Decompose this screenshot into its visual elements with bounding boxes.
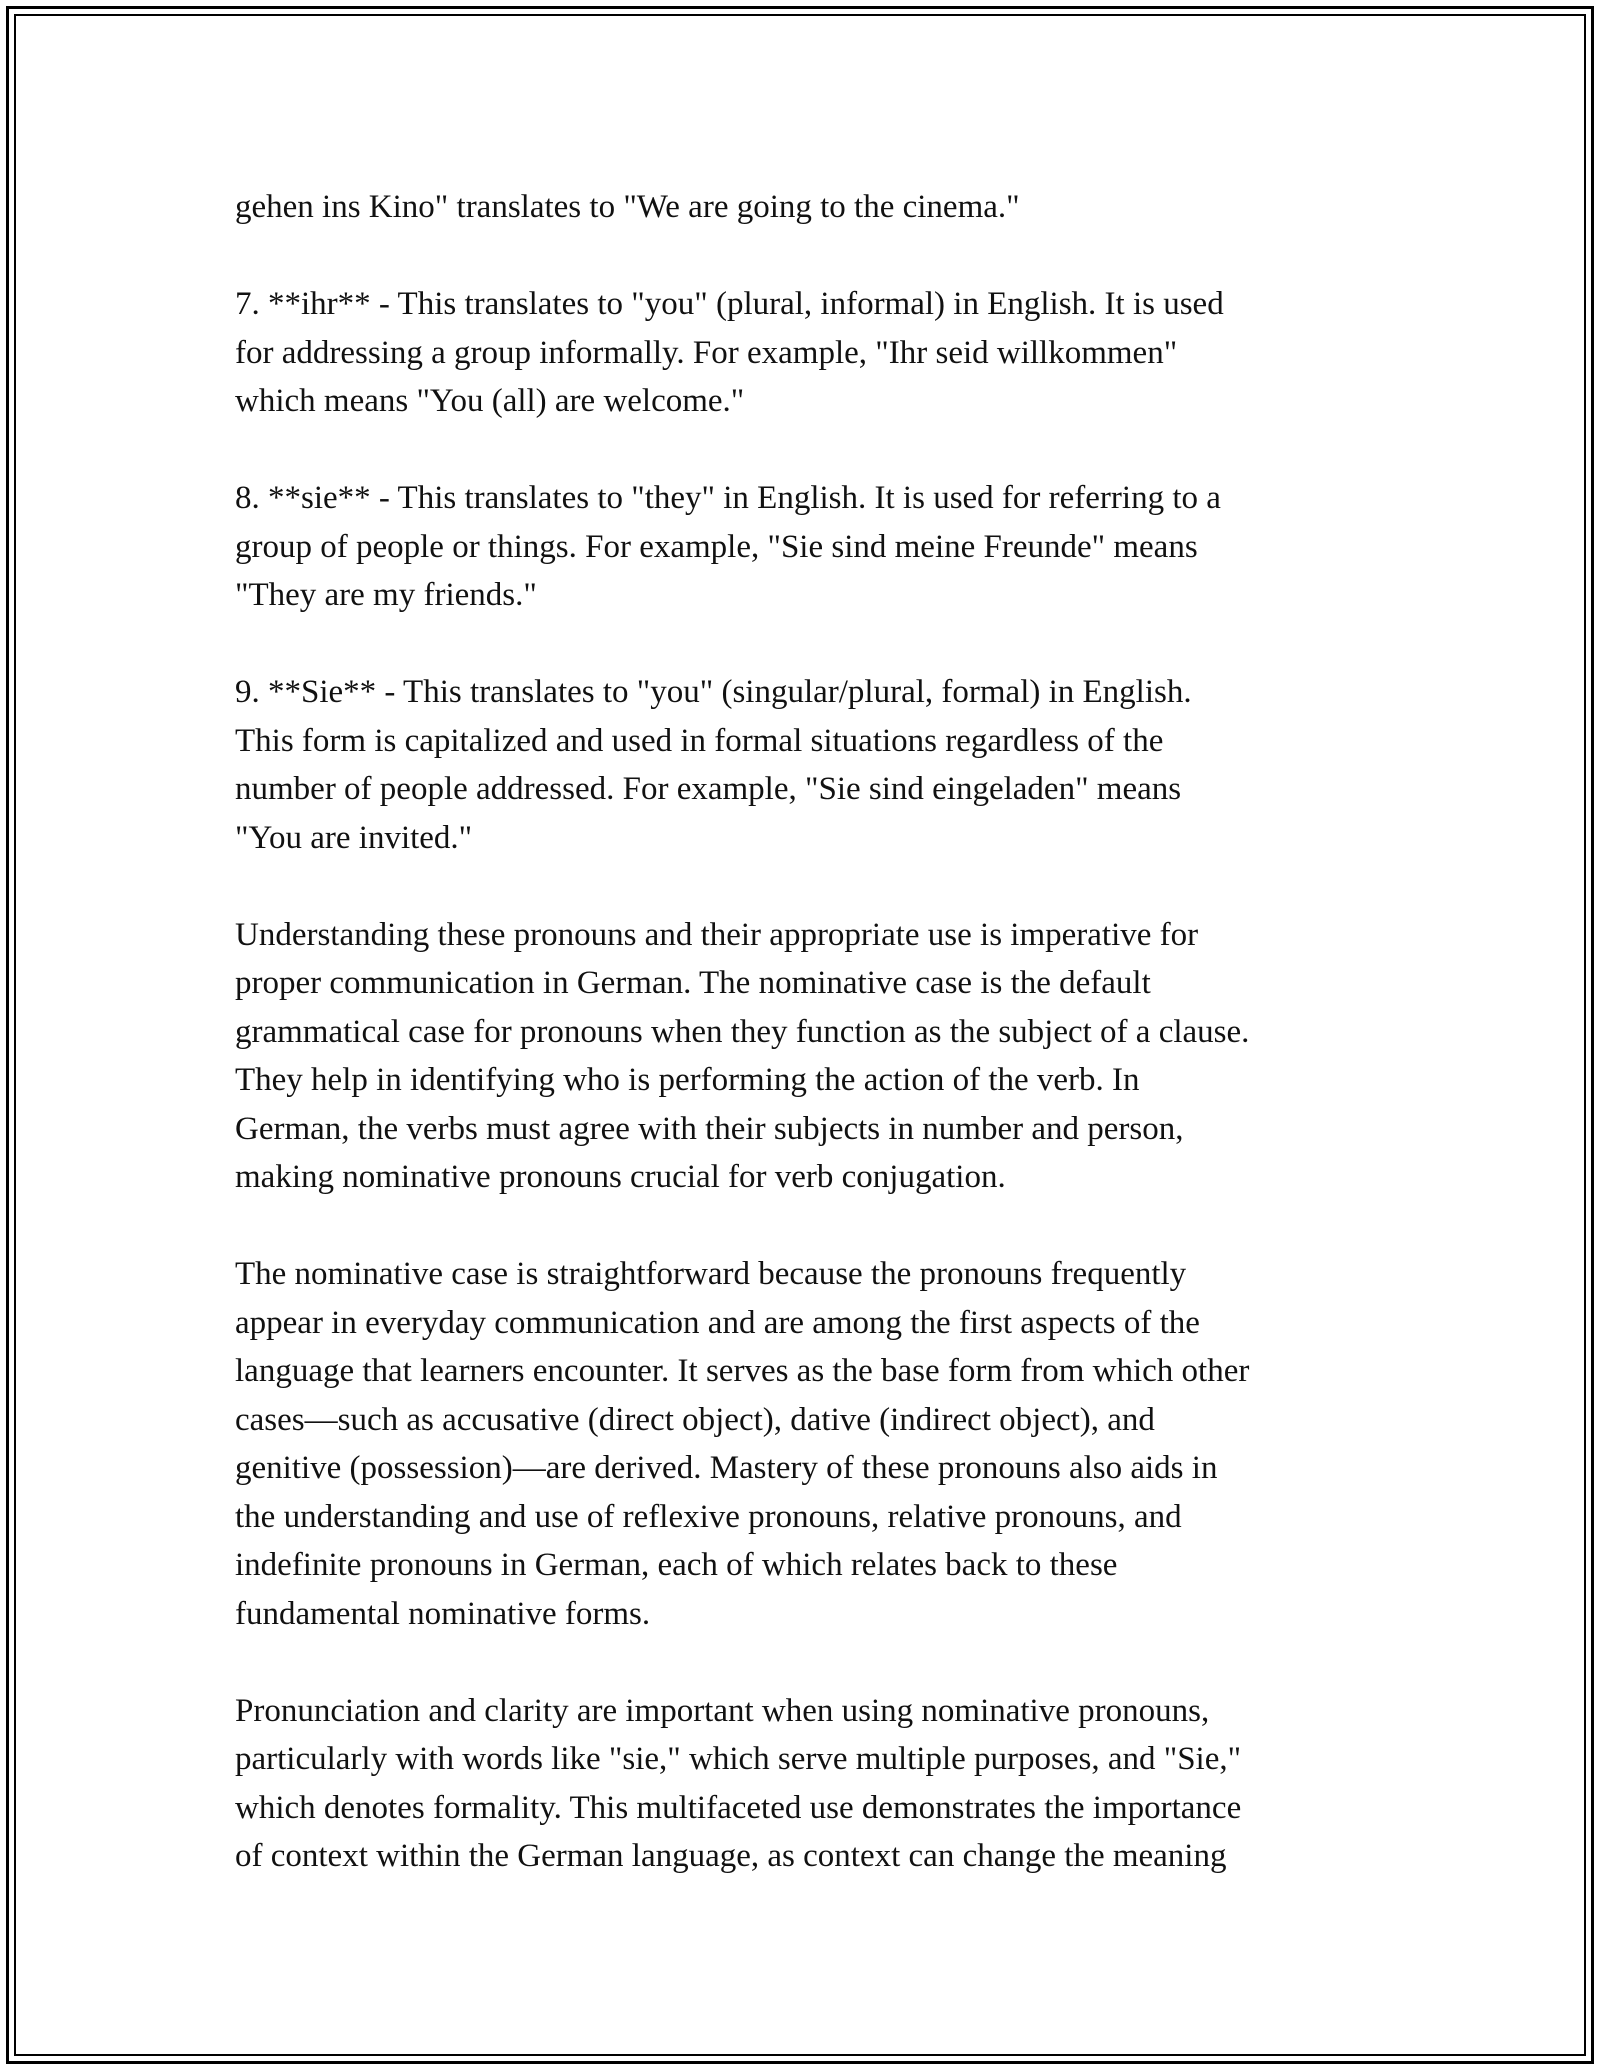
text-line: Understanding these pronouns and their appropriate use is imperative for	[235, 916, 1199, 953]
paragraph-continuation	[235, 183, 1375, 232]
paragraph-item-9-sie-formal	[235, 668, 1375, 862]
text-line: fundamental nominative forms.	[235, 1595, 651, 1632]
text-line: number of people addressed. For example, "Sie sind eingeladen" means	[235, 771, 1182, 807]
paragraph-item-7-ihr	[235, 280, 1375, 426]
text-line: German, the verbs must agree with their subjects in number and person,	[235, 1110, 1184, 1147]
paragraph-gap	[235, 620, 1375, 669]
text-line: the understanding and use of reflexive pronouns, relative pronouns, and	[235, 1498, 1182, 1535]
text-line: appear in everyday communication and are among the first aspects of the	[235, 1304, 1200, 1341]
text-line: Pronunciation and clarity are important when using nominative pronouns,	[235, 1692, 1210, 1729]
text-line: indefinite pronouns in German, each of which relates back to these	[235, 1547, 1118, 1583]
text-line: for addressing a group informally. For example, "Ihr seid willkommen"	[235, 334, 1178, 371]
paragraph-gap	[235, 426, 1375, 475]
paragraph-nominative-case	[235, 1250, 1375, 1638]
text-line: The nominative case is straightforward because the pronouns frequently	[235, 1256, 1187, 1292]
text-line: They help in identifying who is performing the action of the verb. In	[235, 1062, 1140, 1098]
document-body	[235, 183, 1375, 1881]
text-line: making nominative pronouns crucial for verb conjugation.	[235, 1159, 1006, 1195]
paragraph-pronunciation	[235, 1687, 1375, 1881]
text-line: This form is capitalized and used in formal situations regardless of the	[235, 722, 1164, 759]
paragraph-gap	[235, 232, 1375, 281]
paragraph-understanding	[235, 911, 1375, 1202]
text-line: of context within the German language, as context can change the meaning	[235, 1838, 1227, 1874]
text-line: proper communication in German. The nominative case is the default	[235, 965, 1151, 1001]
text-line: which denotes formality. This multifaceted use demonstrates the importance	[235, 1789, 1242, 1826]
text-line: which means "You (all) are welcome."	[235, 383, 745, 419]
paragraph-gap	[235, 1638, 1375, 1687]
text-line: gehen ins Kino" translates to "We are going to the cinema."	[235, 189, 1020, 225]
text-line: "You are invited."	[235, 819, 473, 856]
text-line: 9. **Sie** - This translates to "you" (singular/plural, formal) in English.	[235, 674, 1192, 710]
paragraph-gap	[235, 862, 1375, 911]
text-line: cases—such as accusative (direct object), dative (indirect object), and	[235, 1401, 1155, 1438]
text-line: "They are my friends."	[235, 577, 537, 613]
text-line: 7. **ihr** - This translates to "you" (plural, informal) in English. It is used	[235, 286, 1224, 322]
paragraph-item-8-sie	[235, 474, 1375, 620]
text-line: group of people or things. For example, "Sie sind meine Freunde" means	[235, 528, 1198, 565]
text-line: genitive (possession)—are derived. Mastery of these pronouns also aids in	[235, 1450, 1218, 1486]
text-line: particularly with words like "sie," which serve multiple purposes, and "Sie,"	[235, 1741, 1242, 1777]
text-line: language that learners encounter. It serves as the base form from which other	[235, 1353, 1250, 1389]
text-line: grammatical case for pronouns when they function as the subject of a clause.	[235, 1013, 1250, 1050]
paragraph-gap	[235, 1202, 1375, 1251]
text-line: 8. **sie** - This translates to "they" in English. It is used for referring to a	[235, 480, 1221, 516]
